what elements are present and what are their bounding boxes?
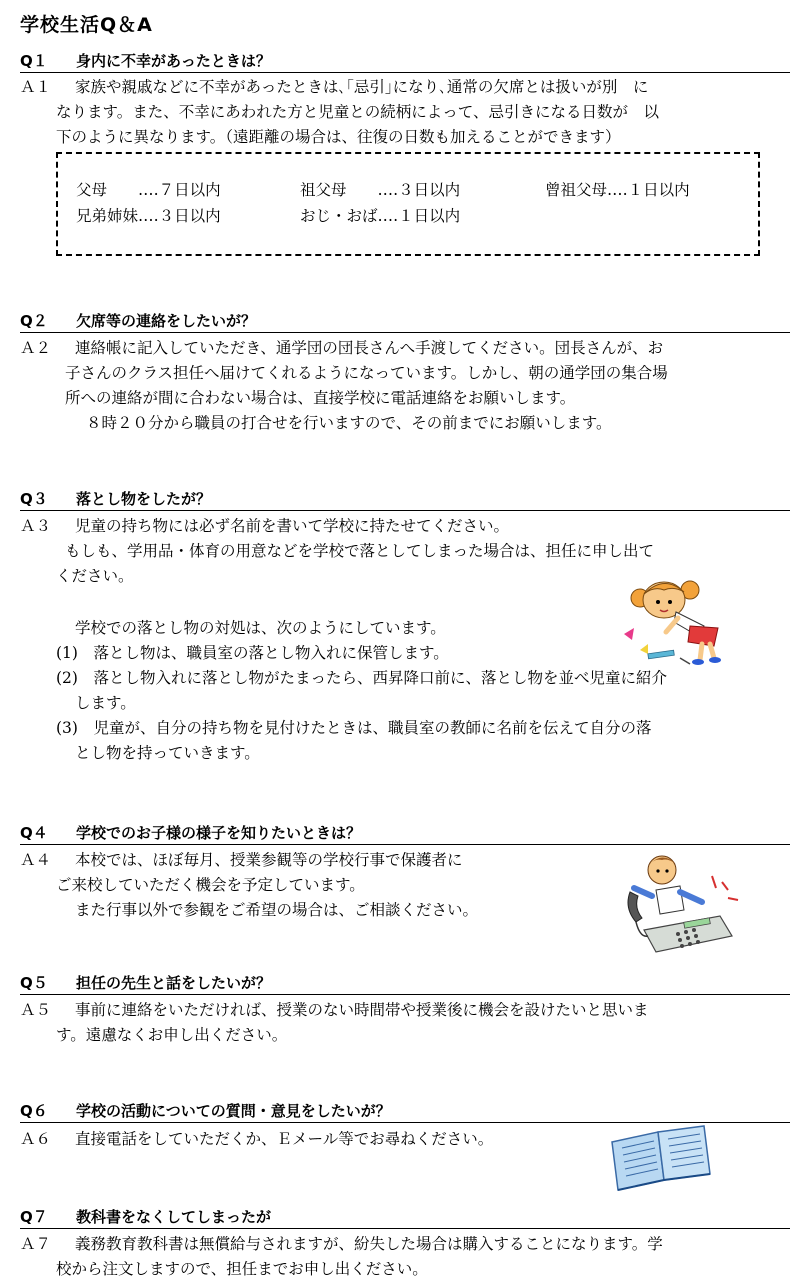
girl-searching-icon	[618, 568, 738, 670]
answer-line: ８時２０分から職員の打合せを行いますので、その前までにお願いします。	[86, 414, 612, 432]
question-text: 学校の活動についての質問・意見をしたいが？	[76, 1102, 391, 1120]
answer-line: 連絡帳に記入していただき、通学団の団長さんへ手渡してください。団長さんが、お	[75, 339, 664, 357]
answer-line: 児童の持ち物には必ず名前を書いて学校に持たせてください。	[75, 517, 510, 535]
question-number: Q６	[20, 1102, 48, 1120]
question-text: 欠席等の連絡をしたいが？	[76, 312, 257, 330]
divider	[20, 1228, 790, 1229]
answer-line: す。遠慮なくお申し出ください。	[56, 1026, 288, 1044]
question-number: Q５	[20, 974, 48, 992]
answer-number: Ａ５	[20, 1001, 52, 1019]
answer-number: Ａ６	[20, 1130, 52, 1148]
question-5	[20, 972, 792, 993]
divider	[20, 72, 790, 73]
telephone-icon	[622, 848, 747, 960]
answer-number: Ａ２	[20, 339, 52, 357]
question-number: Q２	[20, 312, 48, 330]
answer-number: Ａ４	[20, 851, 52, 869]
table-cell: 祖父母 ‥‥３日以内	[300, 181, 461, 199]
answer-line: ください。	[56, 567, 134, 585]
table-cell: 兄弟姉妹‥‥３日以内	[76, 207, 221, 225]
answer-line: (3) 児童が、自分の持ち物を見付けたときは、職員室の教師に名前を伝えて自分の落	[56, 719, 652, 737]
answer-line: 本校では、ほぼ毎月、授業参観等の学校行事で保護者に	[75, 851, 463, 869]
table-cell: 曾祖父母‥‥１日以内	[545, 181, 690, 199]
answer-line: とし物を持っていきます。	[75, 744, 260, 762]
answer-line: (1) 落とし物は、職員室の落とし物入れに保管します。	[56, 644, 449, 662]
answer-line: 家族や親戚などに不幸があったときは､｢忌引｣になり､通常の欠席とは扱いが別 に	[75, 78, 649, 96]
answer-line: 事前に連絡をいただければ、授業のない時間帯や授業後に機会を設けたいと思いま	[75, 1001, 649, 1019]
answer-number: Ａ７	[20, 1235, 52, 1253]
divider	[20, 332, 790, 333]
table-cell: 父母 ‥‥７日以内	[76, 181, 221, 199]
divider	[20, 1122, 790, 1123]
question-3	[20, 488, 792, 509]
question-4	[20, 822, 792, 843]
question-number: Q３	[20, 490, 48, 508]
table-cell: おじ・おば‥‥１日以内	[300, 207, 461, 225]
question-number: Q４	[20, 824, 48, 842]
question-text: 教科書をなくしてしまったが	[76, 1208, 272, 1226]
question-2	[20, 310, 792, 331]
answer-line: 直接電話をしていただくか、Ｅメール等でお尋ねください。	[75, 1130, 494, 1148]
answer-line: 校から注文しますので、担任までお申し出ください。	[56, 1260, 428, 1278]
question-text: 落とし物をしたが？	[76, 490, 212, 508]
question-number: Q１	[20, 52, 48, 70]
open-book-icon	[606, 1124, 716, 1196]
answer-line: また行事以外で参観をご希望の場合は、ご相談ください。	[75, 901, 479, 919]
answer-line: もしも、学用品・体育の用意などを学校で落としてしまった場合は、担任に申し出て	[65, 542, 655, 560]
answer-line: 所への連絡が間に合わない場合は、直接学校に電話連絡をお願いします。	[65, 389, 576, 407]
question-text: 身内に不幸があったときは？	[76, 52, 271, 70]
question-1	[20, 50, 792, 71]
question-text: 学校でのお子様の様子を知りたいときは？	[76, 824, 362, 842]
question-6	[20, 1100, 792, 1121]
divider	[20, 844, 790, 845]
page-title: 学校生活Q＆A	[20, 14, 153, 36]
answer-line: なります。また、不幸にあわれた方と児童との続柄によって、忌引きになる日数が 以	[56, 103, 659, 121]
answer-line: 子さんのクラス担任へ届けてくれるようになっています。しかし、朝の通学団の集合場	[65, 364, 668, 382]
answer-number: Ａ３	[20, 517, 52, 535]
answer-line: 下のように異なります。（遠距離の場合は、往復の日数も加えることができます）	[56, 128, 621, 146]
divider	[20, 510, 790, 511]
question-text: 担任の先生と話をしたいが？	[76, 974, 272, 992]
answer-line: します。	[75, 694, 136, 712]
answer-line: 学校での落とし物の対処は、次のようにしています。	[75, 619, 446, 637]
question-number: Q７	[20, 1208, 48, 1226]
answer-line: 義務教育教科書は無償給与されますが、紛失した場合は購入することになります。学	[75, 1235, 663, 1253]
answer-number: Ａ１	[20, 78, 52, 96]
divider	[20, 994, 790, 995]
answer-line: ご来校していただく機会を予定しています。	[56, 876, 365, 894]
question-7	[20, 1206, 792, 1227]
answer-line: (2) 落とし物入れに落とし物がたまったら、西昇降口前に、落とし物を並べ児童に紹介	[56, 669, 667, 687]
